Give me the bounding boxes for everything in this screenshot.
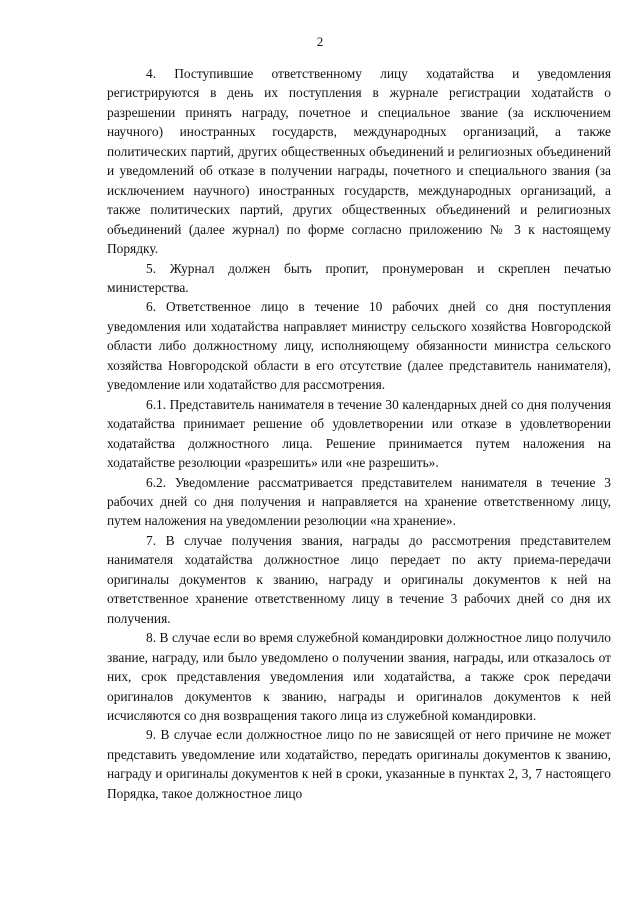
paragraph-8: 8. В случае если во время служебной командировки должностное лицо получило звание, награду, или было уведомлено о получении звания, награды, или отказалось от них, срок представления уведомления или ходатайства, а также срок передачи оригиналов документов к званию, награды и оригиналов документов к ней исчисляются со дня возвращения такого лица из служебной командировки. <box>107 630 611 723</box>
document-body <box>107 64 611 803</box>
paragraph-7: 7. В случае получения звания, награды до рассмотрения представителем нанимателя ходатайства должностное лицо передает по акту приема-передачи оригиналы документов к званию, награду и оригиналы документов к ней на ответственное хранение ответственному лицу в течение 3 рабочих дней со дня их получения. <box>107 532 611 626</box>
paragraph-6-1: 6.1. Представитель нанимателя в течение 30 календарных дней со дня получения ходатайства принимает решение об удовлетворении или отказе в удовлетворении ходатайства должностного лица. Решение принимается путем наложения на ходатайстве резолюции «разрешить» или «не разрешить». <box>107 396 611 471</box>
paragraph-4: 4. Поступившие ответственному лицу ходатайства и уведомления регистрируются в день их поступления в журнале регистрации ходатайств о разрешении принять награду, почетное и специальное звание (за исключением научного) иностранных государств, международных организаций, а также политических партий, других общественных объединений и религиозных объединений и уведомлений об отказе в получении награды, почетного и специального звания (за исключением научного) иностранных государств, международных организаций, а также политических партий, других общественных объединений и религиозных объединений (далее журнал) по форме согласно приложению № 3 к настоящему Порядку. <box>107 66 611 257</box>
paragraph-5: 5. Журнал должен быть пропит, пронумерован и скреплен печатью министерства. <box>107 260 611 295</box>
paragraph-6-2: 6.2. Уведомление рассматривается представителем нанимателя в течение 3 рабочих дней со дня получения и направляется на хранение ответственному лицу, путем наложения на уведомлении резолюции «на хранение». <box>107 474 611 529</box>
page-number: 2 <box>316 34 324 49</box>
paragraph-6: 6. Ответственное лицо в течение 10 рабочих дней со дня поступления уведомления или ходатайства направляет министру сельского хозяйства Новгородской области либо должностному лицу, исполняющему обязанности министра сельского хозяйства Новгородской области в его отсутствие (далее представитель нанимателя), уведомление или ходатайство для рассмотрения. <box>107 299 611 393</box>
paragraph-9: 9. В случае если должностное лицо по не зависящей от него причине не может представить уведомление или ходатайство, передать оригиналы документов к званию, награду и оригиналы документов к ней в сроки, указанные в пунктах 2, 3, 7 настоящего Порядка, такое должностное лицо <box>107 727 611 801</box>
